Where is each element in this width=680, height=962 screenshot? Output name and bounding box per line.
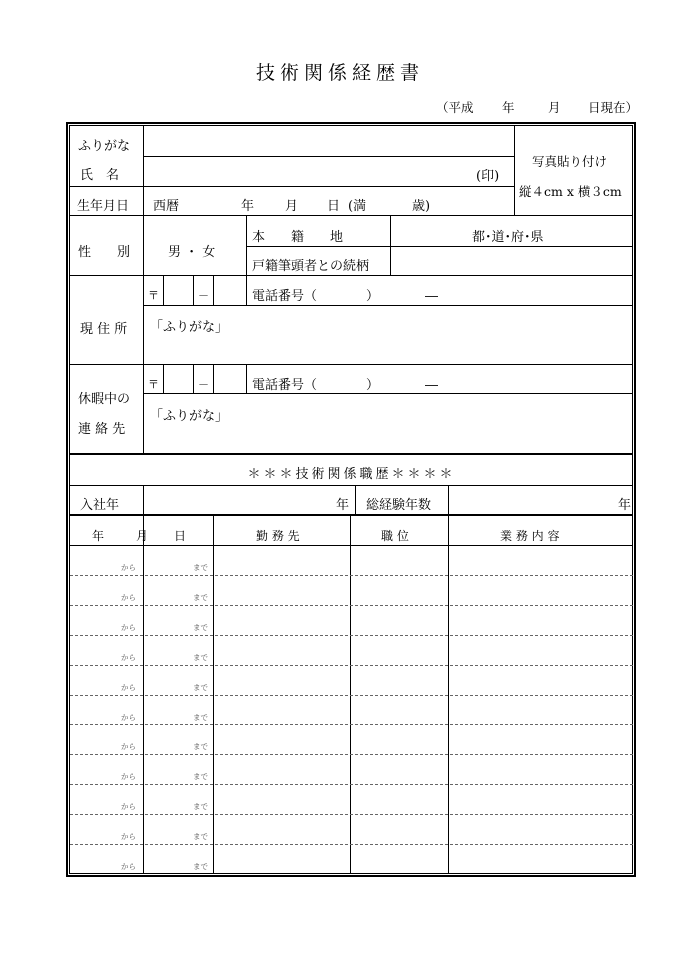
address-phone-dash: ― bbox=[425, 289, 438, 304]
join-year-unit: 年 bbox=[336, 498, 350, 513]
career-row[interactable] bbox=[70, 635, 633, 665]
from-label: から bbox=[121, 652, 136, 662]
career-row[interactable] bbox=[70, 545, 633, 575]
col-header-position: 職 位 bbox=[381, 529, 409, 543]
address-postal-dash: － bbox=[198, 289, 209, 302]
to-label: まで bbox=[193, 742, 208, 752]
relation-label: 戸籍筆頭者との続柄 bbox=[252, 259, 370, 274]
from-label: から bbox=[121, 563, 136, 572]
career-row[interactable] bbox=[70, 724, 633, 754]
photo-size-label: 縦４cm x 横３cm bbox=[519, 184, 622, 199]
honseki-prefecture: 都･道･府･県 bbox=[472, 230, 544, 245]
from-label: から bbox=[121, 772, 136, 782]
date-day: 日現在） bbox=[588, 100, 639, 115]
birth-age-close: 歳) bbox=[412, 199, 431, 214]
career-row[interactable] bbox=[70, 605, 633, 635]
vacation-phone-label: 電話番号（ bbox=[252, 378, 318, 393]
address-phone-close: ） bbox=[366, 289, 380, 304]
vacation-phone-close: ） bbox=[366, 378, 380, 393]
from-label: から bbox=[121, 622, 136, 632]
name-label: 氏 名 bbox=[80, 168, 120, 183]
to-label: まで bbox=[193, 652, 208, 662]
experience-unit: 年 bbox=[618, 498, 632, 513]
to-label: まで bbox=[193, 772, 208, 782]
col-header-duties: 業 務 内 容 bbox=[500, 529, 560, 543]
col-header-workplace: 勤 務 先 bbox=[256, 529, 300, 543]
furigana-label: ふりがな bbox=[78, 139, 131, 154]
vacation-postal-dash: － bbox=[198, 378, 209, 391]
career-row[interactable] bbox=[70, 784, 633, 814]
career-row[interactable] bbox=[70, 575, 633, 605]
furigana-field[interactable] bbox=[145, 128, 513, 155]
col-header-month: 月 bbox=[136, 529, 149, 543]
career-heading: ＊＊＊技術関係職歴＊＊＊＊ bbox=[247, 467, 456, 482]
birth-year-unit: 年 bbox=[241, 199, 255, 214]
date-month: 月 bbox=[548, 100, 561, 115]
honseki-label: 本 籍 地 bbox=[252, 230, 344, 245]
page-title: 技術関係経歴書 bbox=[255, 62, 424, 84]
join-year-label: 入社年 bbox=[80, 498, 120, 513]
address-field[interactable] bbox=[145, 340, 631, 362]
date-era: （平成 bbox=[436, 100, 474, 115]
career-row[interactable] bbox=[70, 814, 633, 844]
from-label: から bbox=[121, 592, 136, 602]
vacation-address-field[interactable] bbox=[145, 430, 631, 452]
address-label: 現 住 所 bbox=[80, 322, 128, 337]
birth-age-open: (満 bbox=[348, 199, 367, 214]
vacation-postal-mark: 〒 bbox=[148, 378, 159, 391]
col-header-day: 日 bbox=[174, 529, 187, 543]
col-header-year: 年 bbox=[92, 529, 105, 543]
to-label: まで bbox=[193, 622, 208, 632]
birth-date-label: 生年月日 bbox=[77, 199, 130, 214]
seal-mark: (印) bbox=[476, 169, 500, 184]
photo-label: 写真貼り付け bbox=[532, 154, 608, 169]
name-field[interactable] bbox=[145, 158, 465, 185]
vacation-furigana: 「ふりがな」 bbox=[150, 409, 229, 424]
date-year: 年 bbox=[502, 100, 515, 115]
from-label: から bbox=[121, 832, 136, 842]
career-row[interactable] bbox=[70, 754, 633, 784]
address-postal-mark: 〒 bbox=[148, 289, 159, 302]
birth-day-unit: 日 bbox=[327, 199, 341, 214]
address-phone-label: 電話番号（ bbox=[252, 289, 318, 304]
birth-month-unit: 月 bbox=[285, 199, 299, 214]
birth-era: 西暦 bbox=[153, 199, 180, 214]
career-row[interactable] bbox=[70, 844, 633, 874]
vacation-label-line1: 休暇中の bbox=[78, 392, 131, 407]
to-label: まで bbox=[193, 592, 208, 602]
vacation-label-line2: 連 絡 先 bbox=[78, 422, 126, 437]
from-label: から bbox=[121, 682, 136, 692]
to-label: まで bbox=[193, 712, 208, 722]
from-label: から bbox=[121, 712, 136, 722]
career-row[interactable] bbox=[70, 695, 633, 725]
to-label: まで bbox=[193, 682, 208, 692]
experience-label: 総経験年数 bbox=[366, 498, 432, 513]
address-furigana: 「ふりがな」 bbox=[150, 320, 229, 335]
from-label: から bbox=[121, 802, 136, 812]
career-row[interactable] bbox=[70, 665, 633, 695]
from-label: から bbox=[121, 742, 136, 752]
vacation-phone-dash: ― bbox=[425, 378, 438, 393]
to-label: まで bbox=[193, 862, 208, 871]
gender-label: 性 別 bbox=[78, 245, 131, 260]
to-label: まで bbox=[193, 832, 208, 842]
to-label: まで bbox=[193, 802, 208, 812]
to-label: まで bbox=[193, 563, 208, 572]
gender-options[interactable]: 男 ・ 女 bbox=[168, 245, 216, 260]
from-label: から bbox=[121, 862, 136, 871]
